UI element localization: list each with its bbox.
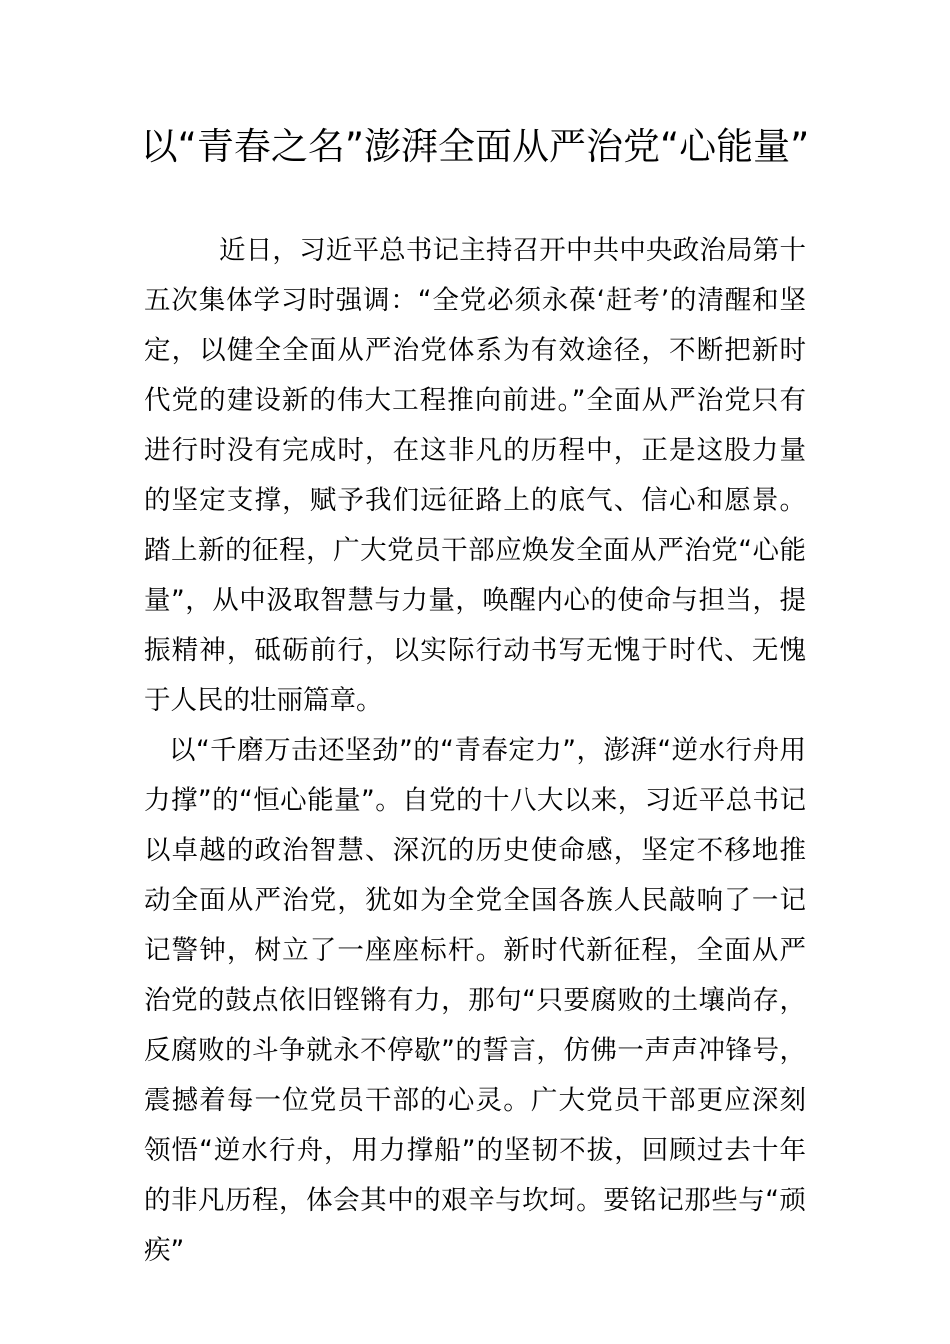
document-title: 以“青春之名”澎湃全面从严治党“心能量” [140,125,810,168]
body-paragraph-2: 以“千磨万击还坚劲”的“青春定力”，澎湃“逆水行舟用力撑”的“恒心能量”。自党的十八大以来，习近平总书记以卓越的政治智慧、深沉的历史使命感，坚定不移地推动全面从严治党，犹如为全党全国各族人民敲响了一记记警钟，树立了一座座标杆。新时代新征程，全面从严治党的鼓点依旧铿锵有力，那句“只要腐败的土壤尚存，反腐败的斗争就永不停歇”的誓言，仿佛一声声冲锋号，震撼着每一位党员干部的心灵。广大党员干部更应深刻领悟“逆水行舟，用力撑船”的坚韧不拔，回顾过去十年的非凡历程，体会其中的艰辛与坎坷。要铭记那些与“顽疾” [144,735,806,1266]
body-paragraph-1: 近日，习近平总书记主持召开中共中央政治局第十五次集体学习时强调：“全党必须永葆‘赶考’的清醒和坚定，以健全全面从严治党体系为有效途径，不断把新时代党的建设新的伟大工程推向前进。”全面从严治党只有进行时没有完成时，在这非凡的历程中，正是这股力量的坚定支撑，赋予我们远征路上的底气、信心和愿景。踏上新的征程，广大党员干部应焕发全面从严治党“心能量”，从中汲取智慧与力量，唤醒内心的使命与担当，提振精神，砥砺前行，以实际行动书写无愧于时代、无愧于人民的壮丽篇章。 [144,235,806,716]
